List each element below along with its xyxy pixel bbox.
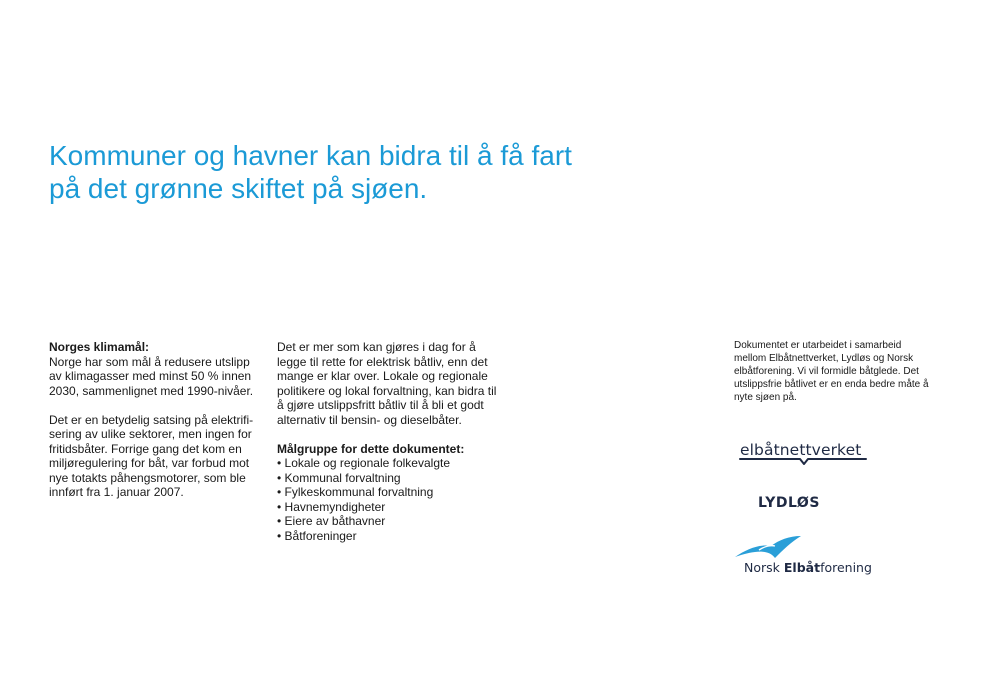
about-paragraph: Dokumentet er utarbeidet i samarbeid mellom Elbåtnettverket, Lydløs og Norsk elbåtforening. Vi vil formidle båtglede. Det utslippsfrie båtlivet er en enda bedre måte å nyte sjøen på.	[734, 340, 929, 403]
lydlos-logo: LYDLØS	[758, 495, 820, 511]
climate-goals-column	[49, 340, 264, 500]
target-group-column	[277, 340, 502, 543]
electrification-paragraph: Det er en betydelig satsing på elektrifisering av ulike sektorer, men ingen for fritidsbåter. Forrige gang det kom en miljøregulering for båt, var forbud mot nye totakts påhengsmotorer, som ble innført fra 1. januar 2007.	[49, 412, 254, 499]
norsk-elbatforening-logo	[733, 533, 873, 578]
norsk-elbatforening-wordmark: Norsk Elbåtforening	[744, 560, 872, 575]
list-item: • Kommunal forvaltning	[277, 471, 502, 486]
target-group-list	[277, 456, 502, 543]
list-item: • Havnemyndigheter	[277, 500, 502, 515]
list-item: • Eiere av båthavner	[277, 514, 502, 529]
headline: Kommuner og havner kan bidra til å få fart på det grønne skiftet på sjøen.	[49, 140, 572, 204]
intro-paragraph: Det er mer som kan gjøres i dag for å legge til rette for elektrisk båtliv, enn det mange er klar over. Lokale og regionale politikere og lokal forvaltning, kan bidra til å gjøre utslippsfritt båtliv til å bli et godt alternativ til bensin- og dieselbåter.	[277, 340, 497, 427]
list-item: • Båtforeninger	[277, 529, 502, 544]
about-column	[734, 339, 934, 404]
seagull-icon	[733, 533, 805, 561]
list-item: • Fylkeskommunal forvaltning	[277, 485, 502, 500]
target-group-heading: Målgruppe for dette dokumentet:	[277, 441, 465, 456]
list-item: • Lokale og regionale folkevalgte	[277, 456, 502, 471]
climate-goals-heading: Norges klimamål:	[49, 340, 150, 354]
elbatnettverket-wordmark: elbåtnettverket	[740, 441, 862, 459]
elbatnettverket-logo	[738, 441, 870, 469]
climate-goals-paragraph: Norge har som mål å redusere utslipp av klimagasser med minst 50 % innen 2030, sammenlignet med 1990-nivåer.	[49, 354, 254, 398]
wave-underline-icon	[738, 456, 870, 468]
